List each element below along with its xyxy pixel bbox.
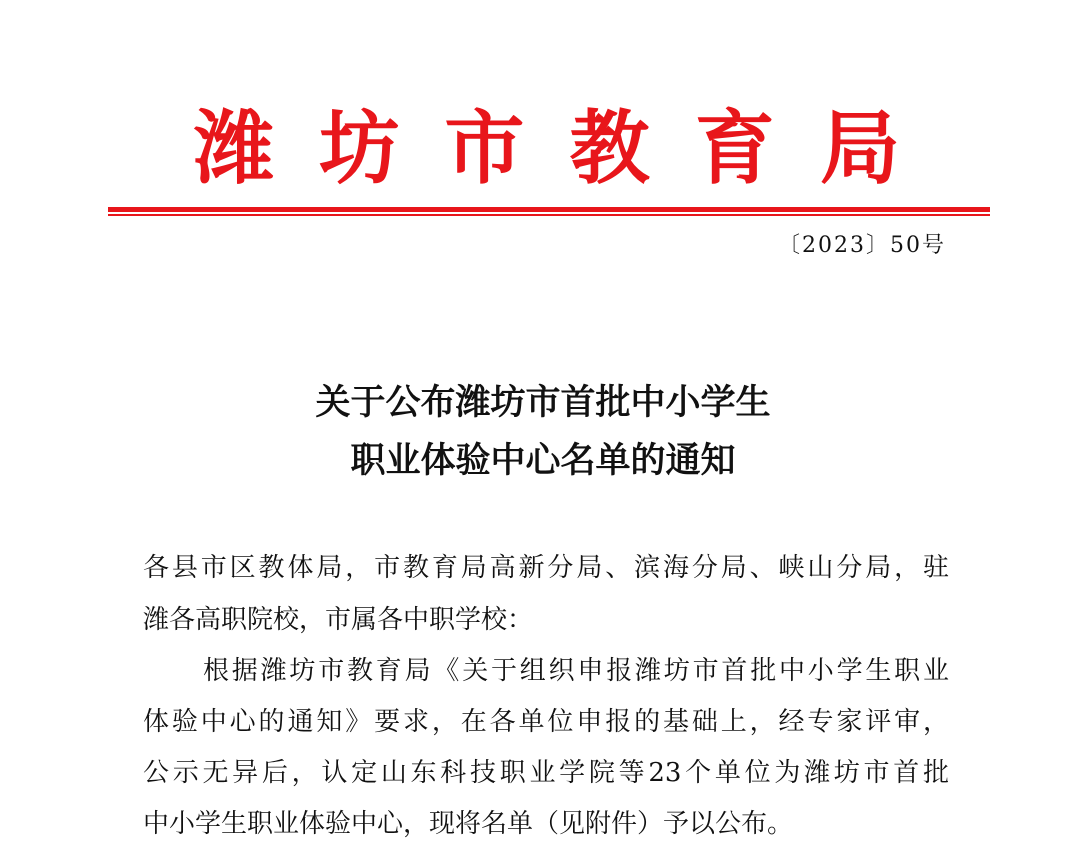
paragraph-line-2: 体验中心的通知》要求，在各单位申报的基础上，经专家评审，: [143, 707, 949, 737]
red-header-rule-thin: [108, 214, 990, 216]
document-number: 〔2023〕50号: [778, 233, 946, 258]
red-header-rule-thick: [108, 207, 990, 212]
masthead-char: 市: [444, 101, 525, 195]
addressee-line-1: 各县市区教体局，市教育局高新分局、滨海分局、峡山分局，驻: [143, 553, 949, 583]
masthead-char: 教: [569, 101, 650, 195]
masthead-char: 局: [819, 101, 900, 195]
paragraph-line-1: 根据潍坊市教育局《关于组织申报潍坊市首批中小学生职业: [203, 656, 949, 686]
masthead-char: 坊: [319, 101, 400, 195]
masthead-char: 潍: [194, 101, 274, 195]
document-title-line-2: 职业体验中心名单的通知: [350, 441, 736, 481]
paragraph-line-3: 公示无异后，认定山东科技职业学院等23个单位为潍坊市首批: [143, 758, 949, 788]
issuing-authority-masthead: [108, 98, 988, 198]
document-title-line-1: 关于公布潍坊市首批中小学生: [315, 383, 771, 423]
masthead-char: 育: [694, 101, 775, 195]
paragraph-line-4: 中小学生职业体验中心，现将名单（见附件）予以公布。: [143, 809, 794, 839]
addressee-line-2: 潍各高职院校，市属各中职学校：: [143, 605, 534, 635]
